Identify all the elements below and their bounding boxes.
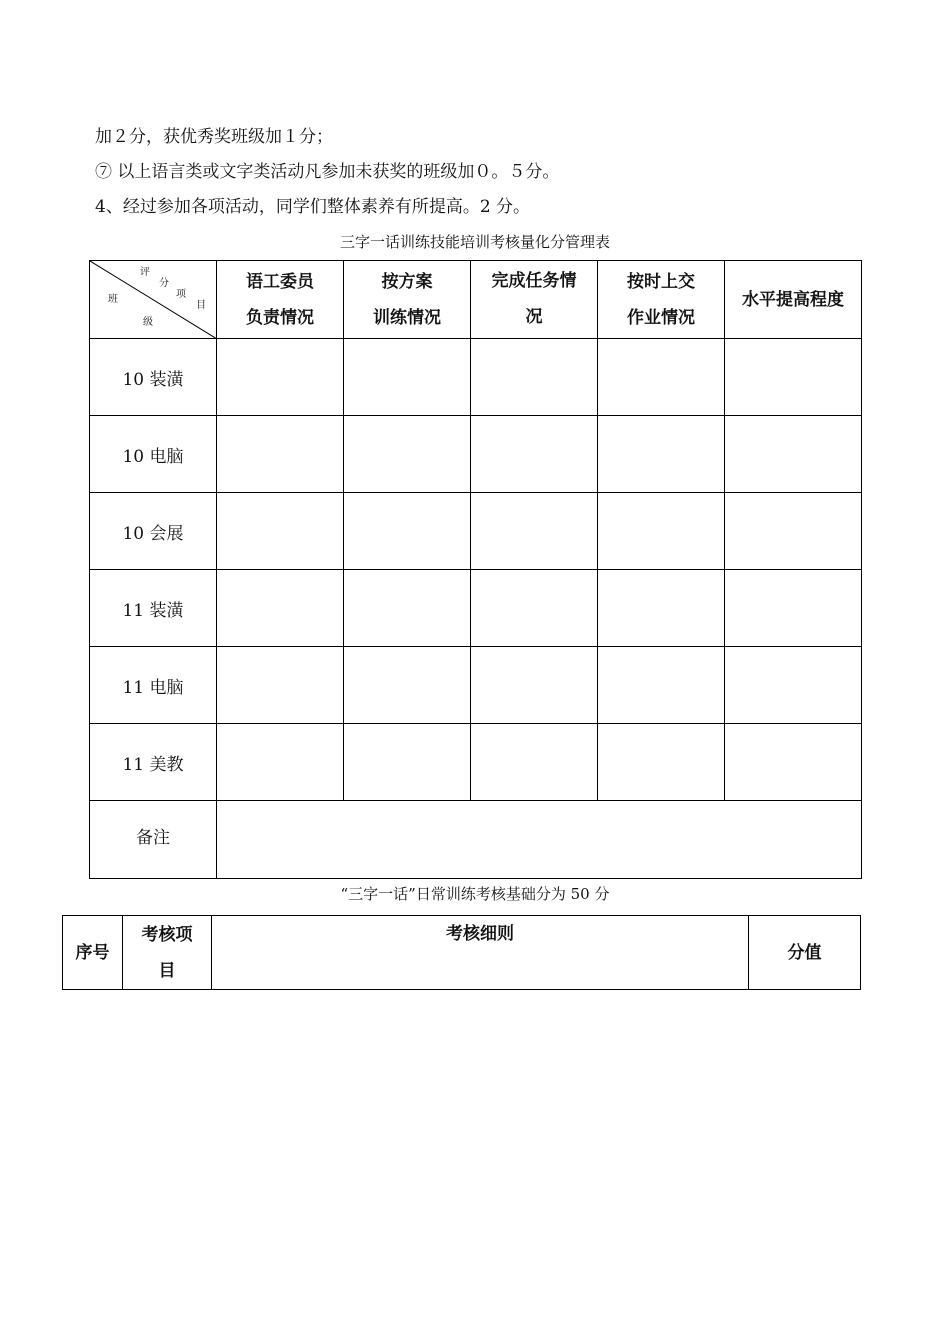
- remark-label: 备注: [90, 801, 217, 879]
- cell: [725, 724, 862, 801]
- header-homework: 按时上交 作业情况: [598, 261, 725, 339]
- table-row: [90, 570, 862, 647]
- header-seq: 序号: [63, 916, 123, 990]
- cell: [725, 339, 862, 416]
- cell: [471, 493, 598, 570]
- header-score: 分值: [749, 916, 861, 990]
- diag-char-1: 评: [140, 267, 150, 278]
- row-label: 11 装潢: [90, 570, 217, 647]
- assessment-table: [89, 260, 862, 879]
- cell: [725, 416, 862, 493]
- cell: [344, 647, 471, 724]
- header-task-completion: 完成任务情 况: [471, 261, 598, 339]
- header-item: 考核项 目: [123, 916, 212, 990]
- table-row: [90, 647, 862, 724]
- scoring-table: [62, 915, 861, 990]
- cell: [217, 339, 344, 416]
- table-row: [90, 724, 862, 801]
- cell: [471, 724, 598, 801]
- header-improvement: 水平提高程度: [725, 261, 862, 339]
- cell: [598, 339, 725, 416]
- remark-cell: [217, 801, 862, 879]
- cell: [471, 570, 598, 647]
- cell: [598, 570, 725, 647]
- cell: [598, 647, 725, 724]
- diagonal-header-cell: [90, 261, 217, 339]
- cell: [344, 339, 471, 416]
- diag-char-6: 级: [143, 317, 153, 328]
- paragraph-1: 加２分，获优秀奖班级加１分；: [95, 127, 333, 147]
- row-label: 10 电脑: [90, 416, 217, 493]
- cell: [217, 647, 344, 724]
- cell: [471, 339, 598, 416]
- cell: [598, 493, 725, 570]
- cell: [725, 570, 862, 647]
- table-row: [90, 416, 862, 493]
- diag-char-2: 分: [159, 278, 169, 289]
- cell: [598, 416, 725, 493]
- row-label: 11 美教: [90, 724, 217, 801]
- cell: [217, 570, 344, 647]
- row-label: 10 装潢: [90, 339, 217, 416]
- table2-caption: “三字一话”日常训练考核基础分为 50 分: [340, 885, 610, 903]
- diag-char-5: 班: [108, 294, 118, 305]
- table-row: [90, 493, 862, 570]
- row-label: 10 会展: [90, 493, 217, 570]
- cell: [217, 493, 344, 570]
- cell: [471, 647, 598, 724]
- header-committee: 语工委员 负责情况: [217, 261, 344, 339]
- cell: [598, 724, 725, 801]
- header-detail: 考核细则: [212, 916, 749, 990]
- cell: [725, 647, 862, 724]
- cell: [471, 416, 598, 493]
- diag-char-4: 目: [196, 300, 206, 311]
- cell: [344, 416, 471, 493]
- cell: [344, 570, 471, 647]
- paragraph-3: 4、经过参加各项活动，同学们整体素养有所提高。2 分。: [95, 197, 531, 217]
- table-row: [90, 339, 862, 416]
- table1-caption: 三字一话训练技能培训考核量化分管理表: [339, 233, 610, 251]
- remark-row: [90, 801, 862, 879]
- cell: [344, 493, 471, 570]
- cell: [217, 724, 344, 801]
- cell: [725, 493, 862, 570]
- header-training-plan: 按方案 训练情况: [344, 261, 471, 339]
- diag-char-3: 项: [176, 289, 186, 300]
- cell: [344, 724, 471, 801]
- paragraph-2: ⑦ 以上语言类或文字类活动凡参加未获奖的班级加０。５分。: [95, 162, 560, 182]
- row-label: 11 电脑: [90, 647, 217, 724]
- cell: [217, 416, 344, 493]
